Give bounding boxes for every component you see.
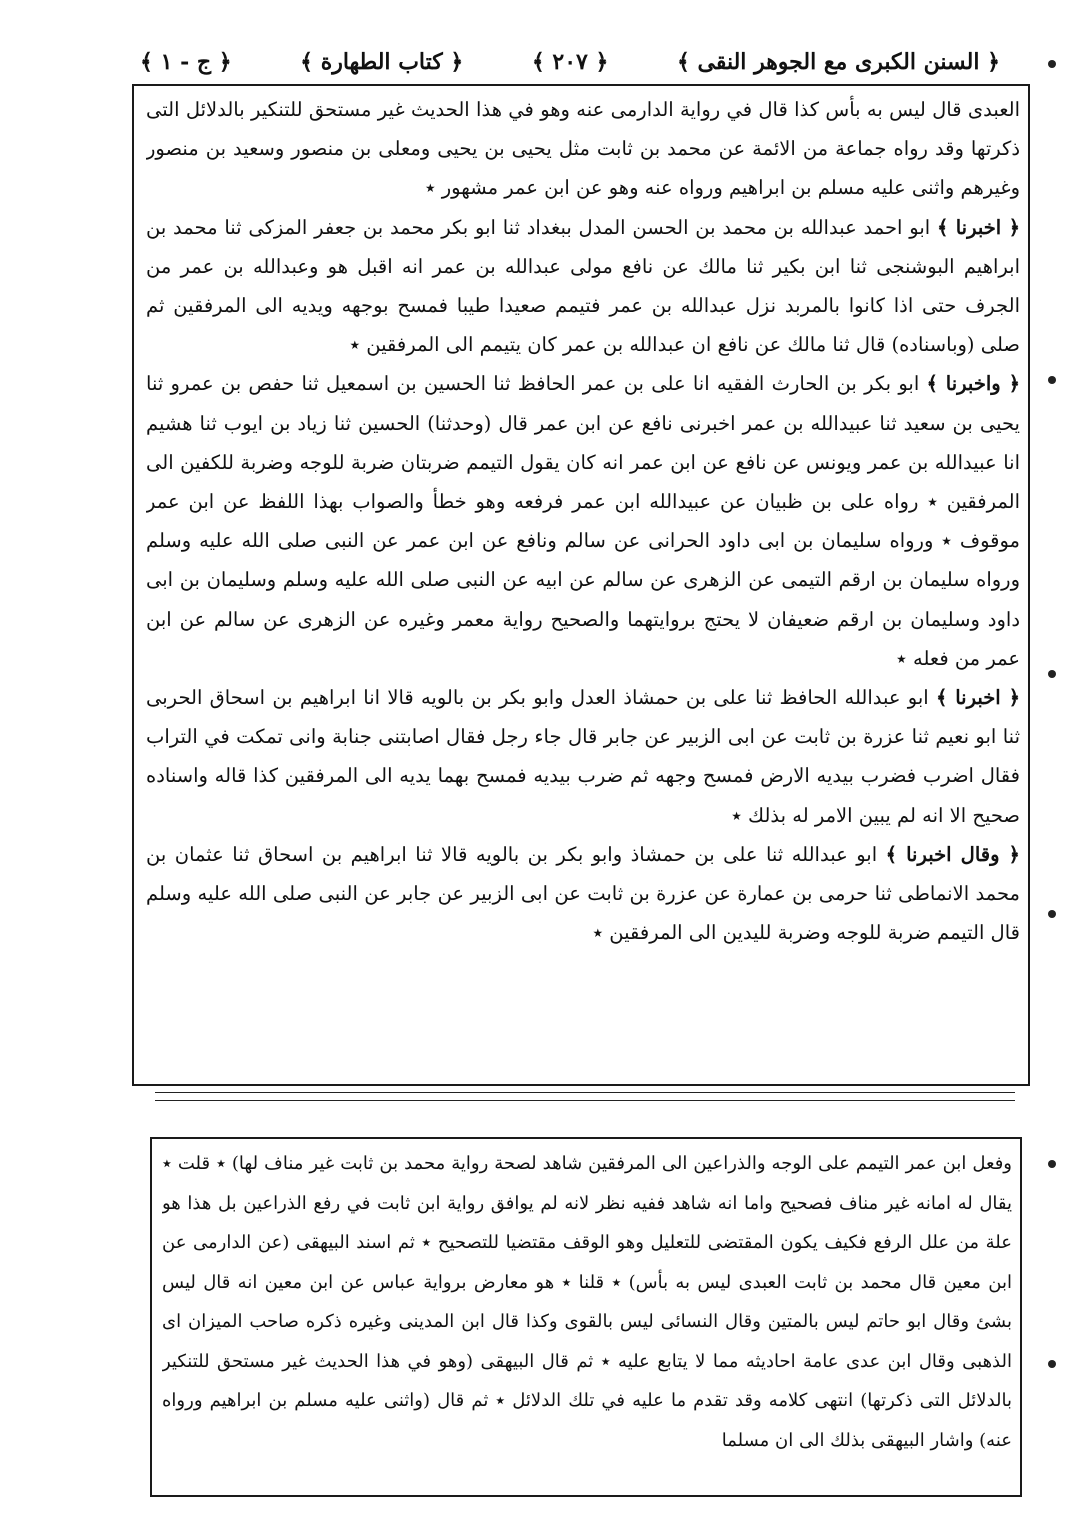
paragraph-text: ابو عبدالله ثنا على بن حمشاذ وابو بكر بن بالويه قالا ثنا ابراهيم بن اسحاق ثنا عثمان بن محمد الانماطى ثنا حرمى بن عمارة عن عزرة بن ثابت عن ابى الزبير عن جابر عن النبى صلى الله عليه وسلم قال التيمم ضربة للوجه وضربة لليدين الى المرفقين ٭: [146, 842, 1020, 945]
paragraph-lead: ﴿ وقال اخبرنا ﴾: [885, 842, 1020, 866]
paragraph-lead: ﴿ اخبرنا ﴾: [935, 686, 1020, 710]
hadith-paragraph: [146, 678, 1020, 835]
paragraph-text: ابو بكر بن الحارث الفقيه انا على بن عمر الحافظ ثنا الحسين بن اسمعيل ثنا حفص بن عمرو ثنا يحيى بن سعيد ثنا عبيدالله بن عمر اخبرنى نافع عن ابن عمر قال (وحدثنا) الحسين ثنا زياد بن ايوب ثنا هشيم انا عبيدالله بن عمر ويونس عن نافع عن ابن عمر انه كان يقول التيمم ضربتان ضربة للوجه وضربة للكفين الى المرفقين ٭ رواه على بن ظبيان عن عبيدالله ابن عمر فرفعه وهو خطأ والصواب بهذا اللفظ عن ابن عمر موقوف ٭ ورواه سليمان بن ابى داود الحرانى عن سالم ونافع عن ابن عمر عن النبى صلى الله عليه وسلم ورواه سليمان بن ارقم التيمى عن الزهرى عن سالم عن ابيه عن النبى صلى الله عليه وسلم وسليمان بن ابى داود وسليمان بن ارقم ضعيفان لا يحتج بروايتهما والصحيح رواية معمر وغيره عن الزهرى عن سالم عن ابن عمر من فعله ٭: [146, 372, 1020, 670]
margin-dot: [1048, 1160, 1056, 1168]
paragraph-lead: ﴿ واخبرنا ﴾: [926, 372, 1020, 396]
book-title: ﴿ السنن الكبرى مع الجوهر النقى ﴾: [676, 49, 1000, 75]
hadith-paragraph: [146, 208, 1020, 365]
margin-dot: [1048, 910, 1056, 918]
hadith-paragraph: [146, 364, 1020, 678]
margin-dot: [1048, 670, 1056, 678]
page-number: ﴿ ٢٠٧ ﴾: [531, 49, 609, 75]
paragraph-text: العبدى قال ليس به بأس كذا قال في رواية الدارمى عنه وهو في هذا الحديث غير مستحق للتنكير بالدلائل التى ذكرتها وقد رواه جماعة من الائمة عن محمد بن ثابت مثل يحيى بن يحيى ومعلى بن منصور وسعيد بن منصور وغيرهم واثنى عليه مسلم بن ابراهيم ورواه عنه وهو عن ابن عمر مشهور ٭: [146, 98, 1020, 200]
chapter-title: ﴿ كتاب الطهارة ﴾: [300, 49, 464, 75]
paragraph-text: ابو احمد عبدالله بن محمد بن الحسن المدل ببغداد ثنا ابو بكر محمد بن جعفر المزكى ثنا محمد بن ابراهيم البوشنجى ثنا ابن بكير ثنا مالك عن نافع مولى عبدالله بن عمر انه اقبل هو وعبدالله بن عمر من الجرف حتى اذا كانوا بالمربد نزل عبدالله بن عمر فتيمم صعيدا طيبا فمسح بوجهه ويديه الى المرفقين ثم صلى (وباسناده) قال ثنا مالك عن نافع ان عبدالله بن عمر كان يتيمم الى المرفقين ٭: [146, 215, 1020, 357]
margin-dot: [1048, 1360, 1056, 1368]
paragraph-lead: ﴿ اخبرنا ﴾: [936, 215, 1020, 239]
section-divider: [155, 1092, 1015, 1093]
paragraph-text: ابو عبدالله الحافظ ثنا على بن حمشاذ العدل وابو بكر بن بالويه قالا انا ابراهيم بن اسحاق الحربى ثنا ابو نعيم ثنا عزرة بن ثابت عن ابى الزبير عن جابر قال جاء رجل فقال اصابتنى جنابة وانى تمكت في التراب فقال اضرب فضرب بيديه الارض فمسح وجهه ثم ضرب بيديه فمسح بهما يديه الى المرفقين كذا قاله واسناده صحيح الا انه لم يبين الامر له بذلك ٭: [146, 686, 1020, 827]
commentary-text: وفعل ابن عمر التيمم على الوجه والذراعين الى المرفقين شاهد لصحة رواية محمد بن ثابت غير مناف لها) ٭ قلت ٭ يقال له امانه غير مناف فصحيح واما انه شاهد ففيه نظر لانه لم يوافق رواية ابن ثابت في رفع الذراعين بل هذا هو علة من علل الرفع فكيف يكون المقتضى للتعليل وهو الوقف مقتضيا للتصحيح ٭ ثم اسند البيهقى (عن الدارمى عن ابن معين قال محمد بن ثابت العبدى ليس به بأس) ٭ قلنا ٭ هو معارض برواية عباس عن ابن معين انه قال ليس بشئ وقال ابو حاتم ليس بالمتين وقال النسائى ليس بالقوى وكذا قال ابن المدينى وغيره ذكره صاحب الميزان اى الذهبى وقال ابن عدى عامة احاديثه مما لا يتابع عليه ٭ ثم قال البيهقى (وهو في هذا الحديث غير مستحق للتنكير بالدلائل التى ذكرتها) انتهى كلامه وقد تقدم ما عليه في تلك الدلائل ٭ ثم قال (واثنى عليه مسلم بن ابراهيم ورواه عنه) واشار البيهقى بذلك الى ان مسلما: [162, 1153, 1012, 1451]
main-text: [146, 90, 1020, 1080]
volume-number: ﴿ ج - ١ ﴾: [140, 49, 232, 75]
margin-dot: [1048, 60, 1056, 68]
margin-dot: [1048, 376, 1056, 384]
hadith-paragraph: [146, 835, 1020, 953]
section-divider: [155, 1100, 1015, 1101]
hadith-paragraph: [146, 90, 1020, 208]
page-header: [140, 40, 1000, 84]
